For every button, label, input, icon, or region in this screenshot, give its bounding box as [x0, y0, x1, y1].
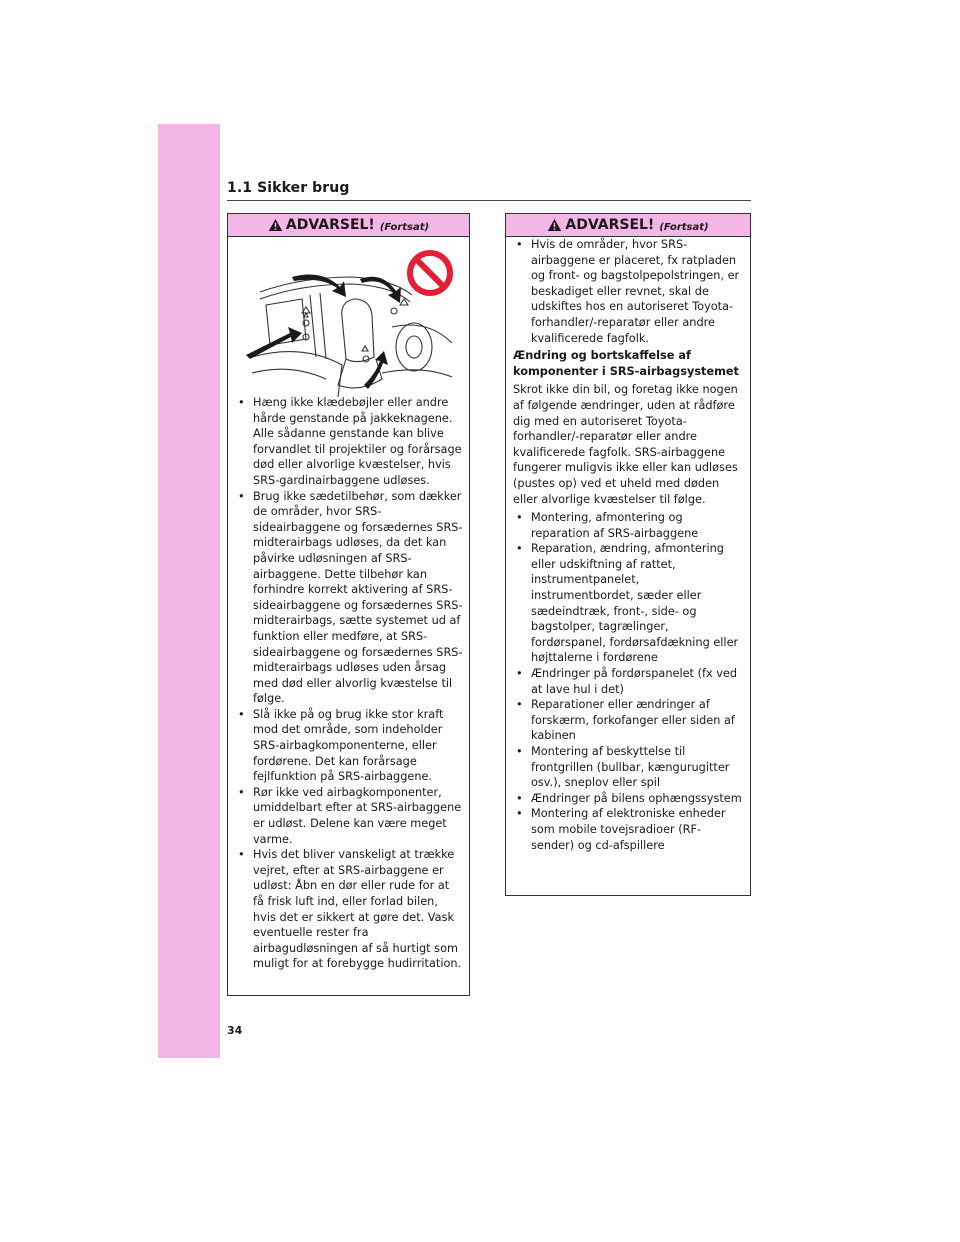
paragraph: Skrot ikke din bil, og foretag ikke nogen af følgende ændringer, uden at rådføre dig med en autoriseret Toyota-forhandler/-reparatør eller andre kvalificerede fagfolk. SRS-airbaggene fungerer muligvis ikke eller kan udløses (pustes op) ved et uheld med døden eller alvorlige kvæstelser til følge.	[513, 383, 738, 506]
warning-header	[506, 214, 750, 237]
warning-label: ADVARSEL!	[565, 217, 655, 233]
subheading: Ændring og bortskaffelse af komponenter i SRS-airbagsystemet	[513, 349, 739, 378]
list-item: • Hvis de områder, hvor SRS-airbaggene er placeret, fx ratpladen og front- og bagstolpepolstringen, er beskadiget eller revnet, skal de udskiftes hos en autoriseret Toyota-forhandler/-reparatør eller andre kvalificerede fagfolk.	[516, 238, 740, 345]
list-item: • Montering af beskyttelse til frontgrillen (bullbar, kængurugitter osv.), sneplov eller spil	[516, 745, 730, 790]
list-item: • Reparationer eller ændringer af forskærm, forkofanger eller siden af kabinen	[516, 698, 735, 743]
bullet-list	[513, 237, 744, 346]
warning-box-left	[227, 213, 470, 996]
bullet-list	[235, 395, 463, 972]
list-item: • Montering af elektroniske enheder som mobile tovejsradioer (RF-sender) og cd-afspillere	[516, 807, 726, 852]
list-item: • Montering, afmontering og reparation af SRS-airbaggene	[516, 511, 699, 540]
warning-header	[228, 214, 469, 237]
warning-continued: (Fortsat)	[659, 221, 709, 233]
section-divider	[227, 200, 751, 201]
warning-triangle-icon	[547, 218, 562, 232]
list-item: • Rør ikke ved airbagkomponenter, umiddelbart efter at SRS-airbaggene er udløst. Delene kan være meget varme.	[238, 785, 462, 846]
list-item: • Ændringer på fordørspanelet (fx ved at lave hul i det)	[516, 667, 738, 696]
warning-text-left	[235, 395, 463, 972]
list-item: • Hvis det bliver vanskeligt at trække vejret, efter at SRS-airbaggene er udløst: Åbn en dør eller rude for at få frisk luft ind, eller forlad bilen, hvis det er sikkert at gøre det. Vask eventuelle rester fra airbagudløsningen af så hurtigt som muligt for at forebygge hudirritation.	[238, 848, 462, 971]
list-item: • Reparation, ændring, afmontering eller udskiftning af rattet, instrumentpanelet, instrumentbordet, sæder eller sædeindtræk, front-, side- og bagstolper, tagrælinger, fordørspanel, fordørsafdækning eller højttalerne i fordørene	[516, 542, 739, 665]
warning-label: ADVARSEL!	[285, 217, 375, 233]
list-item: • Hæng ikke klædebøjler eller andre hårde genstande på jakkeknagene. Alle sådanne genstande kan blive forvandlet til projektiler og forårsage død eller alvorlige kvæstelser, hvis SRS-gardinairbaggene udløses.	[238, 396, 462, 487]
list-item: • Brug ikke sædetilbehør, som dækker de områder, hvor SRS-sideairbaggene og forsædernes SRS-midterairbags udløses, da det kan påvirke udløsningen af SRS-airbaggene. Dette tilbehør kan forhindre korrekt aktivering af SRS-sideairbaggene og forsædernes SRS-midterairbags, sætte systemet ud af funktion eller medføre, at SRS-sideairbaggene og forsædernes SRS-midterairbags udløses uden årsag med død eller alvorlig kvæstelse til følge.	[238, 489, 463, 706]
airbag-hanger-illustration	[242, 247, 456, 397]
warning-text-right	[513, 237, 744, 853]
section-title: 1.1 Sikker brug	[227, 180, 350, 196]
page-number: 34	[227, 1024, 243, 1037]
warning-triangle-icon	[268, 218, 283, 232]
warning-box-right	[505, 213, 751, 896]
chapter-tab-strip	[158, 124, 220, 1058]
list-item: • Ændringer på bilens ophængssystem	[516, 791, 742, 805]
bullet-list	[513, 510, 744, 853]
warning-continued: (Fortsat)	[379, 221, 430, 233]
list-item: • Slå ikke på og brug ikke stor kraft mod det område, som indeholder SRS-airbagkomponenterne, eller fordørene. Det kan forårsage fejlfunktion på SRS-airbaggene.	[238, 707, 444, 784]
prohibition-sign-icon	[410, 253, 450, 293]
